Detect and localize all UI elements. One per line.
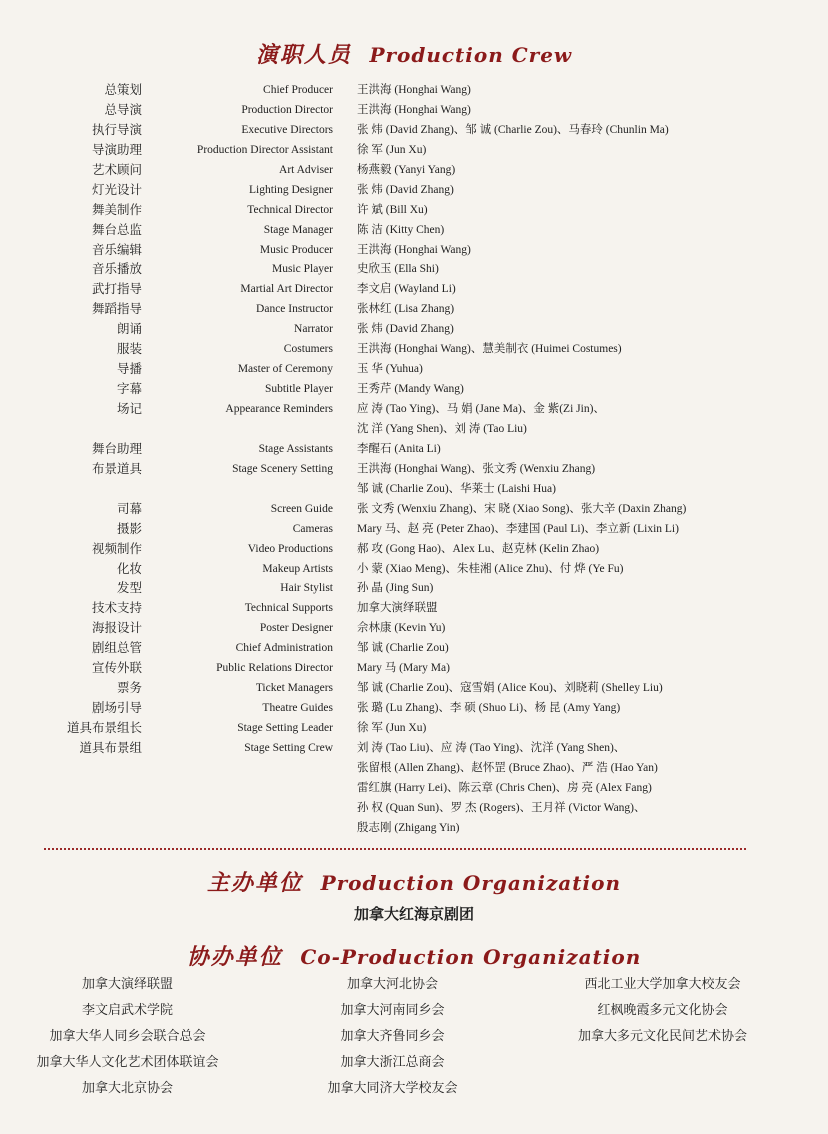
role-chinese: 朗诵 — [116, 321, 142, 337]
role-english: Stage Scenery Setting — [232, 462, 333, 475]
coproduction-column-2 — [265, 975, 520, 1105]
crew-names: 张 文秀 (Wenxiu Zhang)、宋 晓 (Xiao Song)、张大辛 (Daxin Zhang) — [357, 502, 687, 515]
role-chinese: 舞台助理 — [91, 440, 142, 456]
crew-names: 王洪海 (Honghai Wang) — [357, 84, 471, 96]
crew-row — [0, 220, 828, 240]
role-chinese: 艺术顾问 — [91, 161, 142, 177]
crew-row — [0, 758, 828, 778]
coproduction-organization: 加拿大河南同乡会 — [340, 1003, 445, 1018]
role-chinese: 总导演 — [104, 101, 142, 117]
coproduction-organization: 加拿大北京协会 — [81, 1081, 173, 1096]
crew-names: 玉 华 (Yuhua) — [357, 363, 423, 376]
coproduction-organization: 加拿大演绎联盟 — [81, 977, 173, 992]
crew-names: 许 斌 (Bill Xu) — [357, 203, 428, 216]
role-chinese: 票务 — [116, 680, 142, 696]
crew-names: 张留根 (Allen Zhang)、赵怀罡 (Bruce Zhao)、严 浩 (Hao Yan) — [357, 761, 658, 774]
role-chinese: 场记 — [116, 401, 142, 416]
crew-list — [0, 80, 828, 838]
crew-title-en: Production Crew — [369, 43, 573, 67]
role-chinese: 剧场引导 — [91, 700, 142, 716]
role-english: Narrator — [294, 323, 333, 336]
coproduction-organization: 加拿大河北协会 — [346, 977, 438, 992]
crew-row — [0, 818, 828, 838]
crew-row — [0, 180, 828, 200]
production-organization-name: 加拿大红海京剧团 — [353, 905, 474, 923]
crew-names: 沈 洋 (Yang Shen)、刘 涛 (Tao Liu) — [357, 422, 527, 435]
crew-names: 李文启 (Wayland Li) — [357, 283, 456, 296]
role-english: Production Director Assistant — [196, 143, 333, 156]
crew-names: 孙 晶 (Jing Sun) — [357, 582, 434, 595]
role-english: Stage Setting Crew — [244, 741, 333, 754]
crew-row — [0, 399, 828, 419]
crew-names: 徐 军 (Jun Xu) — [357, 722, 427, 734]
coproduction-column-3 — [535, 975, 790, 1053]
crew-row — [0, 279, 828, 299]
production-section-title — [0, 866, 828, 897]
role-english: Music Producer — [259, 243, 333, 256]
production-title-cn: 主办单位 — [207, 870, 304, 896]
crew-names: Mary 马 (Mary Ma) — [357, 662, 450, 675]
crew-names: 张林红 (Lisa Zhang) — [357, 303, 455, 316]
crew-row — [0, 499, 828, 519]
coproduction-title-en: Co-Production Organization — [300, 945, 642, 969]
role-chinese: 视频制作 — [91, 540, 142, 556]
crew-names: 孙 权 (Quan Sun)、罗 杰 (Rogers)、王月祥 (Victor Wang)、 — [357, 801, 646, 814]
role-english: Stage Assistants — [258, 442, 333, 455]
coproduction-section-title — [0, 940, 828, 971]
crew-row — [0, 319, 828, 339]
crew-row — [0, 100, 828, 120]
role-chinese: 化妆 — [116, 560, 142, 576]
crew-row — [0, 638, 828, 658]
crew-row — [0, 618, 828, 638]
role-english: Hair Stylist — [280, 582, 333, 595]
role-chinese: 总策划 — [104, 82, 142, 97]
role-chinese: 舞台总监 — [91, 221, 142, 237]
role-chinese: 摄影 — [116, 520, 142, 536]
crew-row — [0, 598, 828, 618]
role-english: Makeup Artists — [262, 562, 333, 575]
crew-row — [0, 479, 828, 499]
crew-names: 王洪海 (Honghai Wang) — [357, 103, 471, 116]
role-english: Martial Art Director — [240, 283, 333, 296]
role-chinese: 技术支持 — [91, 600, 142, 616]
role-english: Art Adviser — [279, 163, 333, 176]
crew-row — [0, 778, 828, 798]
role-english: Technical Director — [247, 203, 333, 216]
coproduction-organization: 加拿大多元文化民间艺术协会 — [577, 1029, 747, 1044]
crew-row — [0, 140, 828, 160]
role-chinese: 宣传外联 — [91, 660, 142, 676]
role-english: Production Director — [241, 103, 333, 116]
crew-row — [0, 718, 828, 738]
coproduction-column-1 — [0, 975, 255, 1105]
role-english: Theatre Guides — [262, 702, 333, 715]
crew-row — [0, 658, 828, 678]
role-english: Costumers — [283, 343, 333, 356]
role-english: Appearance Reminders — [225, 403, 333, 415]
crew-names: 王洪海 (Honghai Wang) — [357, 243, 471, 256]
crew-row — [0, 678, 828, 698]
crew-row — [0, 299, 828, 319]
coproduction-organization: 西北工业大学加拿大校友会 — [584, 977, 741, 992]
role-english: Poster Designer — [259, 622, 333, 635]
role-chinese: 舞蹈指导 — [91, 301, 142, 317]
role-chinese: 服装 — [116, 341, 142, 357]
role-chinese: 字幕 — [116, 381, 142, 397]
coproduction-organization: 加拿大华人同乡会联合总会 — [49, 1029, 206, 1044]
role-english: Chief Administration — [235, 642, 333, 655]
role-chinese: 武打指导 — [91, 281, 142, 297]
crew-row — [0, 379, 828, 399]
crew-row — [0, 359, 828, 379]
role-english: Stage Setting Leader — [237, 722, 333, 734]
crew-row — [0, 698, 828, 718]
role-english: Executive Directors — [241, 123, 333, 136]
crew-row — [0, 120, 828, 140]
crew-names: 张 炜 (David Zhang) — [357, 323, 454, 336]
role-chinese: 导播 — [116, 361, 142, 377]
crew-row — [0, 578, 828, 598]
role-chinese: 灯光设计 — [91, 181, 142, 197]
crew-names: 史欣玉 (Ella Shi) — [357, 263, 439, 276]
role-english: Master of Ceremony — [237, 363, 333, 376]
crew-row — [0, 459, 828, 479]
crew-names: 小 蒙 (Xiao Meng)、朱桂湘 (Alice Zhu)、付 烨 (Ye Fu) — [357, 562, 624, 575]
crew-names: 张 璐 (Lu Zhang)、李 硕 (Shuo Li)、杨 昆 (Amy Yang) — [357, 702, 621, 715]
role-chinese: 司幕 — [116, 500, 142, 516]
coproduction-organization: 加拿大同济大学校友会 — [327, 1081, 458, 1096]
crew-names: 加拿大演绎联盟 — [357, 602, 438, 615]
role-english: Music Player — [271, 263, 333, 276]
role-chinese: 布景道具 — [91, 460, 142, 476]
coproduction-organization: 李文启武术学院 — [81, 1003, 173, 1018]
role-chinese: 道具布景组 — [79, 739, 142, 755]
section-divider — [44, 848, 746, 850]
role-chinese: 音乐播放 — [91, 261, 142, 277]
role-english: Technical Supports — [244, 602, 333, 615]
role-chinese: 海报设计 — [91, 620, 142, 636]
crew-row — [0, 519, 828, 539]
crew-names: 王洪海 (Honghai Wang)、慧美制衣 (Huimei Costumes) — [357, 343, 622, 356]
role-english: Cameras — [292, 522, 333, 535]
role-chinese: 剧组总管 — [91, 640, 142, 656]
crew-names: 邹 诚 (Charlie Zou)、寇雪娟 (Alice Kou)、刘晓莉 (Shelley Liu) — [357, 682, 663, 695]
crew-names: 郝 攻 (Gong Hao)、Alex Lu、赵克林 (Kelin Zhao) — [357, 542, 600, 555]
role-chinese: 舞美制作 — [91, 201, 142, 217]
crew-names: 李醒石 (Anita Li) — [357, 442, 441, 455]
role-english: Screen Guide — [270, 502, 333, 515]
crew-row — [0, 339, 828, 359]
crew-names: 刘 涛 (Tao Liu)、应 涛 (Tao Ying)、沈洋 (Yang Shen)、 — [357, 741, 626, 754]
role-english: Public Relations Director — [216, 662, 333, 675]
role-chinese: 发型 — [116, 580, 142, 596]
crew-names: 陈 洁 (Kitty Chen) — [357, 223, 445, 236]
coproduction-organization: 加拿大浙江总商会 — [340, 1055, 445, 1070]
crew-row — [0, 240, 828, 260]
role-english: Lighting Designer — [249, 183, 333, 196]
coproduction-organization: 加拿大华人文化艺术团体联谊会 — [36, 1055, 219, 1070]
crew-row — [0, 80, 828, 100]
role-english: Subtitle Player — [264, 383, 333, 396]
crew-row — [0, 259, 828, 279]
crew-row — [0, 798, 828, 818]
coproduction-organization: 红枫晚霞多元文化协会 — [597, 1003, 728, 1018]
role-chinese: 音乐编辑 — [91, 241, 142, 257]
crew-row — [0, 738, 828, 758]
crew-names: 张 炜 (David Zhang) — [357, 183, 454, 196]
crew-names: 应 涛 (Tao Ying)、马 娟 (Jane Ma)、金 紫(Zi Jin)、 — [357, 403, 605, 415]
role-chinese: 道具布景组长 — [66, 720, 142, 735]
crew-names: 邹 诚 (Charlie Zou) — [357, 642, 449, 655]
role-english: Video Productions — [247, 542, 333, 555]
production-title-en: Production Organization — [320, 871, 621, 895]
coproduction-organization: 加拿大齐鲁同乡会 — [340, 1029, 445, 1044]
crew-names: 徐 军 (Jun Xu) — [357, 143, 427, 156]
crew-names: 张 炜 (David Zhang)、邹 诚 (Charlie Zou)、马春玲 (Chunlin Ma) — [357, 123, 669, 136]
crew-row — [0, 539, 828, 559]
role-chinese: 导演助理 — [91, 141, 142, 157]
role-english: Ticket Managers — [255, 682, 333, 695]
crew-names: 杨燕毅 (Yanyi Yang) — [357, 163, 456, 176]
coproduction-title-cn: 协办单位 — [186, 944, 283, 970]
crew-row — [0, 160, 828, 180]
role-chinese: 执行导演 — [91, 121, 142, 137]
crew-section-title — [0, 38, 828, 69]
crew-row — [0, 439, 828, 459]
crew-names: 殷志刚 (Zhigang Yin) — [357, 821, 460, 834]
crew-row — [0, 559, 828, 579]
crew-names: 佘林康 (Kevin Yu) — [357, 622, 446, 635]
crew-names: 王秀芹 (Mandy Wang) — [357, 383, 464, 396]
crew-row — [0, 200, 828, 220]
crew-row — [0, 419, 828, 439]
crew-names: 邹 诚 (Charlie Zou)、华莱士 (Laishi Hua) — [357, 482, 556, 495]
crew-title-cn: 演职人员 — [255, 42, 352, 68]
role-english: Chief Producer — [263, 84, 333, 96]
crew-names: Mary 马、赵 亮 (Peter Zhao)、李建国 (Paul Li)、李立新 (Lixin Li) — [357, 522, 679, 535]
role-english: Stage Manager — [263, 223, 333, 236]
crew-names: 王洪海 (Honghai Wang)、张文秀 (Wenxiu Zhang) — [357, 462, 596, 475]
role-english: Dance Instructor — [256, 303, 333, 316]
crew-names: 雷红旗 (Harry Lei)、陈云章 (Chris Chen)、房 亮 (Alex Fang) — [357, 781, 652, 794]
